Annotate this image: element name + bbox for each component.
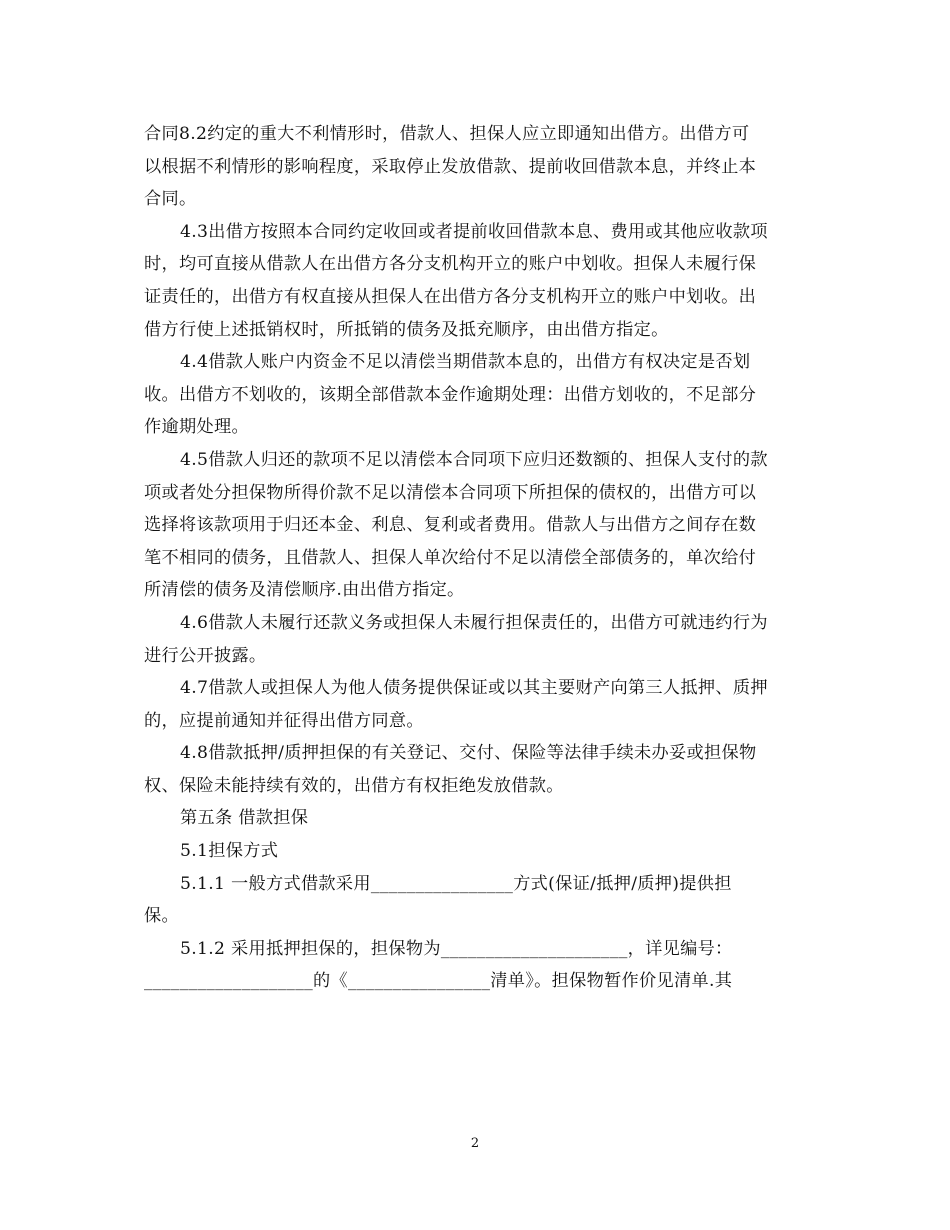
text-line: 证责任的，出借方有权直接从担保人在出借方各分支机构开立的账户中划收。出	[144, 286, 757, 307]
paragraph	[144, 672, 814, 737]
text-line: 第五条 借款担保	[180, 808, 309, 829]
text-line: 时，均可直接从借款人在出借方各分支机构开立的账户中划收。担保人未履行保	[144, 254, 757, 275]
text-line: 作逾期处理。	[144, 417, 249, 438]
paragraph	[144, 933, 814, 998]
text-line: 5.1.2 采用抵押担保的，担保物为_____________________，详见编号：	[180, 938, 733, 959]
page-number: 2	[470, 1136, 480, 1151]
text-line: 权、保险未能持续有效的，出借方有权拒绝发放借款。	[144, 775, 564, 796]
paragraph	[144, 444, 814, 607]
text-line: 以根据不利情形的影响程度，采取停止发放借款、提前收回借款本息，并终止本	[144, 156, 757, 177]
text-line: 进行公开披露。	[144, 645, 267, 666]
paragraph	[144, 737, 814, 802]
text-line: 5.1担保方式	[180, 841, 279, 862]
text-line: 所清偿的债务及清偿顺序.由出借方指定。	[144, 580, 465, 601]
text-line: 保。	[144, 906, 179, 927]
text-line: 合同。	[144, 189, 197, 210]
text-line: 笔不相同的债务，且借款人、担保人单次给付不足以清偿全部债务的，单次给付	[144, 547, 757, 568]
text-line: 的，应提前通知并征得出借方同意。	[144, 710, 424, 731]
paragraph	[144, 346, 814, 444]
text-line: 项或者处分担保物所得价款不足以清偿本合同项下所担保的债权的，出借方可以	[144, 482, 757, 503]
text-line: 4.7借款人或担保人为他人债务提供保证或以其主要财产向第三人抵押、质押	[180, 678, 768, 699]
text-line: 4.6借款人未履行还款义务或担保人未履行担保责任的，出借方可就违约行为	[180, 612, 768, 633]
text-line: 4.3出借方按照本合同约定收回或者提前收回借款本息、费用或其他应收款项	[180, 221, 768, 242]
text-line: 4.4借款人账户内资金不足以清偿当期借款本息的，出借方有权决定是否划	[180, 352, 751, 373]
text-line: 合同8.2约定的重大不利情形时，借款人、担保人应立即通知出借方。出借方可	[144, 124, 750, 144]
text-line: 5.1.1 一般方式借款采用________________方式(保证/抵押/质押)提供担	[180, 873, 732, 894]
paragraph	[144, 868, 814, 933]
text-line: ___________________的《________________清单》。担保物暂作价见清单.其	[144, 971, 733, 992]
text-line: 4.8借款抵押/质押担保的有关登记、交付、保险等法律手续未办妥或担保物	[180, 743, 757, 764]
document-body	[144, 118, 814, 998]
text-line: 收。出借方不划收的，该期全部借款本金作逾期处理：出借方划收的，不足部分	[144, 384, 757, 405]
paragraph	[144, 802, 814, 835]
text-line: 选择将该款项用于归还本金、利息、复利或者费用。借款人与出借方之间存在数	[144, 515, 757, 536]
text-line: 借方行使上述抵销权时，所抵销的债务及抵充顺序，由出借方指定。	[144, 319, 669, 340]
paragraph	[144, 835, 814, 868]
paragraph	[144, 118, 814, 216]
paragraph	[144, 216, 814, 346]
paragraph	[144, 607, 814, 672]
text-line: 4.5借款人归还的款项不足以清偿本合同项下应归还数额的、担保人支付的款	[180, 449, 768, 470]
